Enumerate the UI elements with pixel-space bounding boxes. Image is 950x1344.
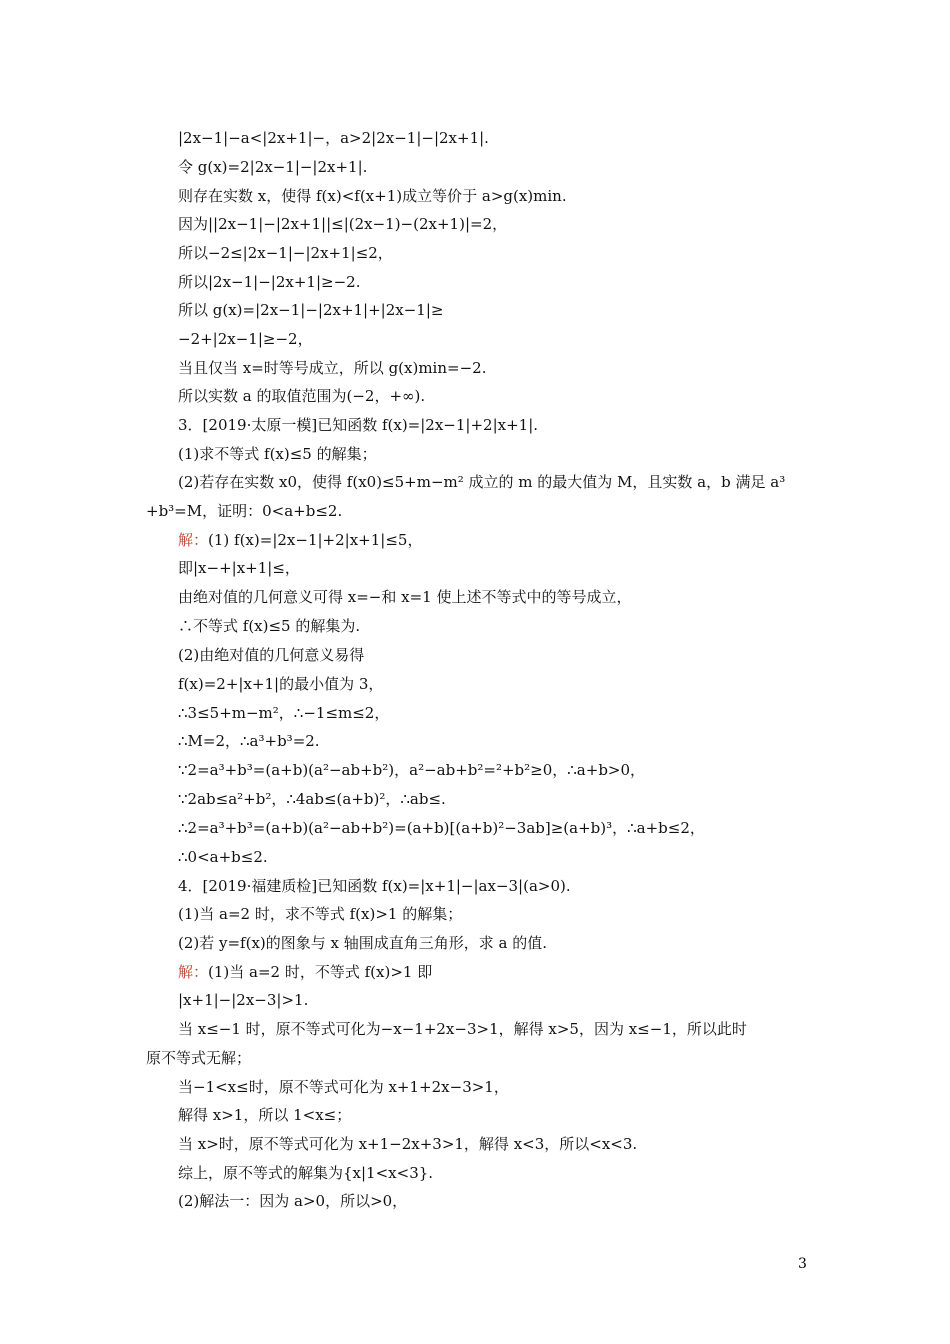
line-text: (1)当 a=2 时，求不等式 f(x)>1 的解集； — [178, 905, 463, 923]
text-line — [178, 1019, 747, 1039]
line-text: |2x−1|−a<|2x+1|−，a>2|2x−1|−|2x+1|. — [178, 129, 489, 147]
line-text: ∴0<a+b≤2. — [178, 848, 268, 866]
line-text: 所以 g(x)=|2x−1|−|2x+1|+|2x−1|≥ — [178, 301, 444, 319]
text-line — [146, 501, 342, 521]
line-text: ∴不等式 f(x)≤5 的解集为. — [178, 617, 361, 635]
text-line — [178, 530, 422, 550]
text-line — [178, 645, 364, 665]
line-text: (2)若 y=f(x)的图象与 x 轴围成直角三角形，求 a 的值. — [178, 934, 548, 952]
line-text: 3．[2019·太原一模]已知函数 f(x)=|2x−1|+2|x+1|. — [178, 416, 539, 434]
line-text: 当 x>时，原不等式可化为 x+1−2x+3>1，解得 x<3，所以<x<3. — [178, 1135, 638, 1153]
line-text: −2+|2x−1|≥−2， — [178, 330, 313, 348]
text-line — [178, 415, 538, 435]
line-text: (1)求不等式 f(x)≤5 的解集； — [178, 445, 377, 463]
text-line — [178, 904, 462, 924]
line-text: 令 g(x)=2|2x−1|−|2x+1|. — [178, 158, 368, 176]
text-line — [178, 300, 443, 320]
line-text: ∵2ab≤a²+b²，∴4ab≤(a+b)²，∴ab≤. — [178, 790, 446, 808]
text-line — [178, 760, 645, 780]
text-line — [178, 444, 377, 464]
line-text: 所以|2x−1|−|2x+1|≥−2. — [178, 273, 361, 291]
line-text: ∴M=2，∴a³+b³=2. — [178, 732, 320, 750]
line-text: 解得 x>1，所以 1<x≤； — [178, 1106, 352, 1124]
text-line — [178, 272, 360, 292]
text-line — [178, 933, 547, 953]
line-text: 当−1<x≤时，原不等式可化为 x+1+2x−3>1， — [178, 1078, 509, 1096]
text-line — [178, 1105, 351, 1125]
text-line — [178, 1191, 407, 1211]
text-line — [178, 243, 393, 263]
line-text: f(x)=2+|x+1|的最小值为 3， — [178, 675, 384, 693]
line-text: (1)当 a=2 时，不等式 f(x)>1 即 — [208, 963, 433, 981]
text-line — [178, 962, 432, 982]
text-line — [178, 789, 446, 809]
line-text: +b³=M，证明：0<a+b≤2. — [146, 502, 343, 520]
text-line — [178, 1163, 433, 1183]
text-line — [178, 876, 571, 896]
text-line — [178, 558, 300, 578]
line-text: 所以−2≤|2x−1|−|2x+1|≤2， — [178, 244, 393, 262]
text-line — [178, 990, 308, 1010]
text-line — [178, 674, 383, 694]
text-line — [178, 847, 268, 867]
text-line — [178, 329, 313, 349]
text-line — [146, 1048, 251, 1068]
text-line — [178, 703, 389, 723]
line-text: 当且仅当 x=时等号成立，所以 g(x)min=−2. — [178, 359, 487, 377]
line-text: |x+1|−|2x−3|>1. — [178, 991, 309, 1009]
text-line — [178, 587, 631, 607]
text-line — [178, 157, 367, 177]
text-line — [178, 386, 425, 406]
line-text: 由绝对值的几何意义可得 x=−和 x=1 使上述不等式中的等号成立， — [178, 588, 632, 606]
line-text: 所以实数 a 的取值范围为(−2，+∞). — [178, 387, 426, 405]
line-text: 综上，原不等式的解集为{x|1<x<3}. — [178, 1164, 434, 1182]
line-text: (1) f(x)=|2x−1|+2|x+1|≤5， — [208, 531, 423, 549]
line-text: ∴2=a³+b³=(a+b)(a²−ab+b²)=(a+b)[(a+b)²−3ab]≥(a+b)³，∴a+b≤2， — [178, 819, 705, 837]
line-text: (2)若存在实数 x0，使得 f(x0)≤5+m−m² 成立的 m 的最大值为 M，且实数 a，b 满足 a³ — [178, 473, 786, 491]
line-text: 当 x≤−1 时，原不等式可化为−x−1+2x−3>1，解得 x>5，因为 x≤−1，所以此时 — [178, 1020, 747, 1038]
line-text: 原不等式无解； — [146, 1049, 252, 1067]
page-number: 3 — [798, 1256, 807, 1272]
text-line — [178, 472, 785, 492]
line-text: 即|x−+|x+1|≤， — [178, 559, 300, 577]
text-line — [178, 186, 567, 206]
text-line — [178, 358, 486, 378]
line-text: ∴3≤5+m−m²，∴−1≤m≤2， — [178, 704, 390, 722]
line-text: 4．[2019·福建质检]已知函数 f(x)=|x+1|−|ax−3|(a>0). — [178, 877, 571, 895]
text-line — [178, 616, 360, 636]
text-line — [178, 214, 507, 234]
line-text: ∵2=a³+b³=(a+b)(a²−ab+b²)，a²−ab+b²=²+b²≥0，∴a+b>0， — [178, 761, 646, 779]
line-text: (2)解法一：因为 a>0，所以>0， — [178, 1192, 408, 1210]
text-line — [178, 1134, 637, 1154]
text-line — [178, 1077, 509, 1097]
solution-label: 解： — [178, 963, 209, 981]
line-text: 因为||2x−1|−|2x+1||≤|(2x−1)−(2x+1)|=2， — [178, 215, 508, 233]
solution-label: 解： — [178, 531, 209, 549]
text-line — [178, 731, 320, 751]
text-line — [178, 128, 489, 148]
line-text: 则存在实数 x，使得 f(x)<f(x+1)成立等价于 a>g(x)min. — [178, 187, 567, 205]
line-text: (2)由绝对值的几何意义易得 — [178, 646, 365, 664]
text-line — [178, 818, 705, 838]
